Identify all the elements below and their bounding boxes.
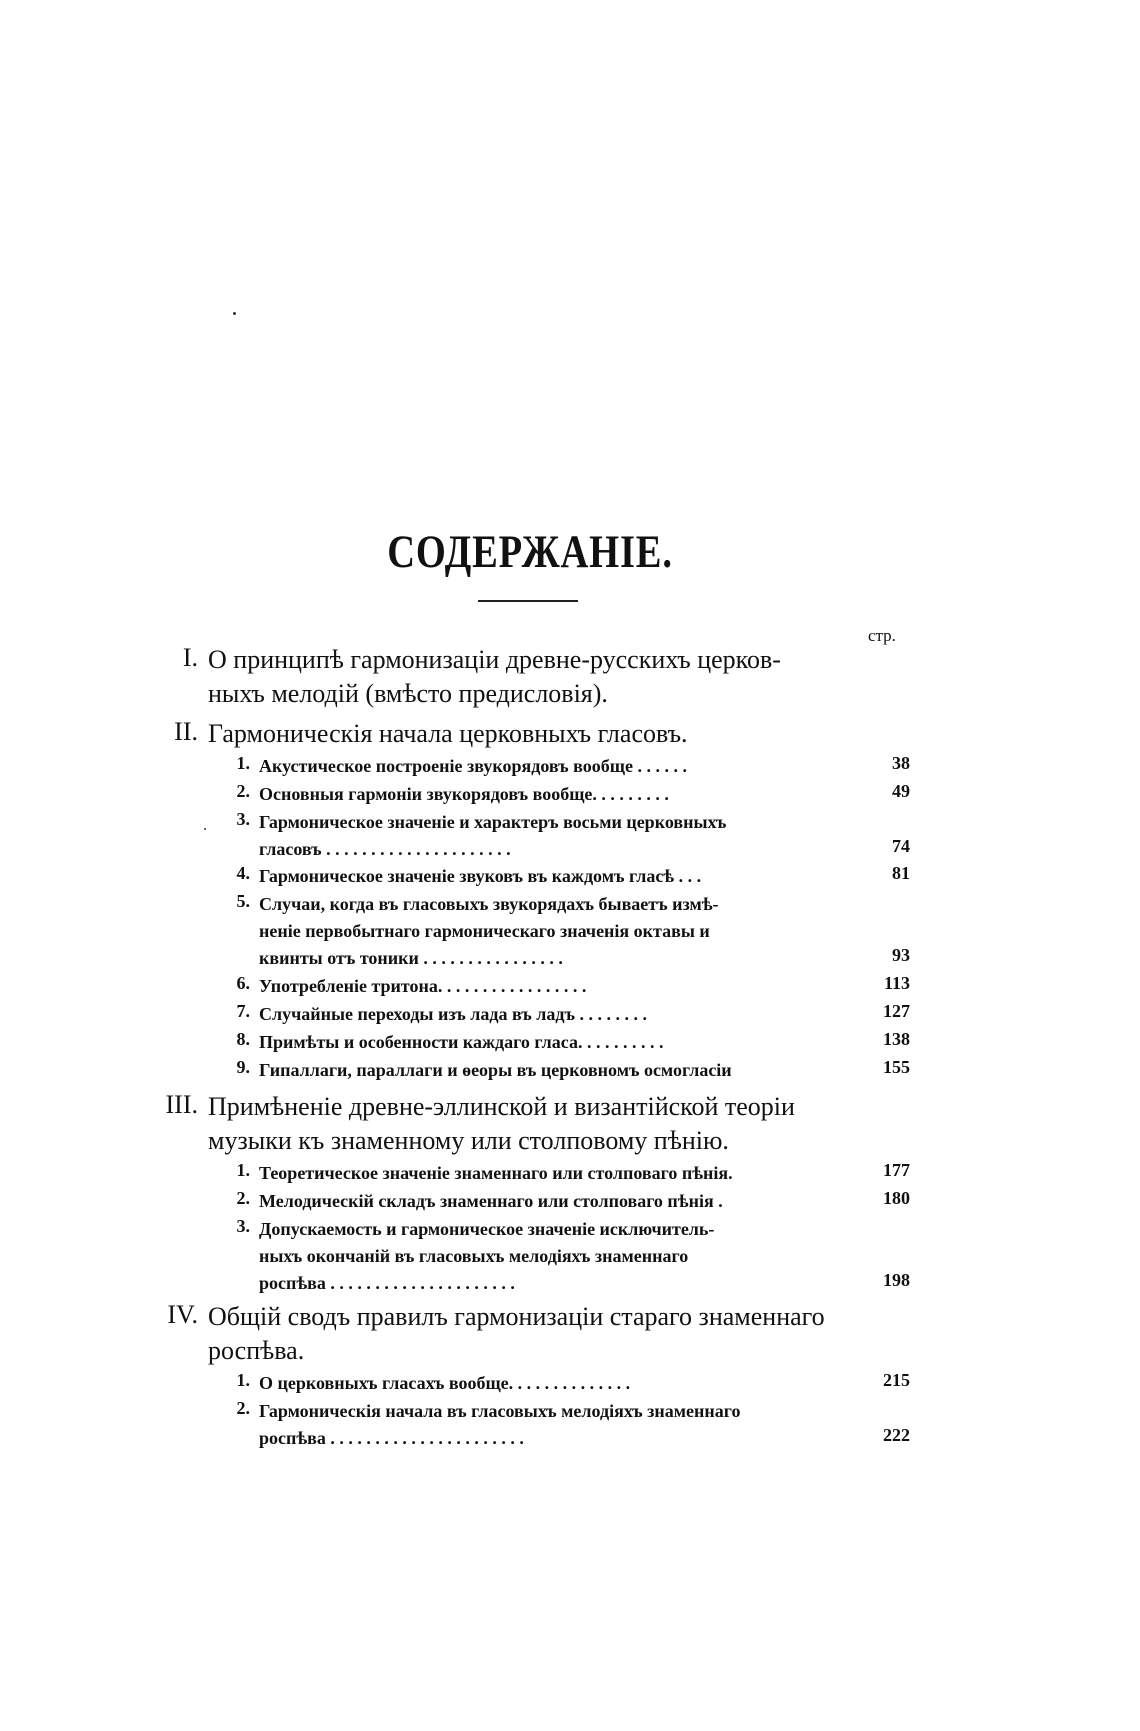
section-number: IV. <box>167 1300 198 1329</box>
entry-text: квинты отъ тоники . . . . . . . . . . . . . . . . <box>259 948 563 968</box>
entry-text: роспѣва . . . . . . . . . . . . . . . . . . . . . . <box>259 1428 524 1448</box>
page-title: СОДЕРЖАНІЕ. <box>387 526 673 578</box>
entry-number: 1. <box>236 1370 250 1390</box>
section-number: II. <box>174 717 198 746</box>
entry-number: 9. <box>236 1057 250 1077</box>
section-title-line: Общій сводъ правилъ гармонизаціи стараго знаменнаго <box>208 1302 825 1331</box>
section-title-line: О принципѣ гармонизаціи древне-русскихъ церков- <box>208 645 781 674</box>
scan-speck <box>233 312 236 315</box>
scan-speck <box>204 828 206 830</box>
entry-number: 8. <box>236 1029 250 1049</box>
page-column-label: стр. <box>868 626 896 645</box>
entry-number: 4. <box>236 863 250 883</box>
entry-page: 127 <box>883 1001 910 1021</box>
entry-text: роспѣва . . . . . . . . . . . . . . . . . . . . . <box>259 1273 515 1293</box>
entry-text: Акустическое построеніе звукорядовъ вообще . . . . . . <box>259 756 687 776</box>
entry-number: 1. <box>236 1160 250 1180</box>
entry-text: Допускаемость и гармоническое значеніе исключитель- <box>259 1219 715 1239</box>
entry-page: 38 <box>892 753 910 773</box>
title-rule <box>478 600 578 602</box>
entry-page: 215 <box>883 1370 910 1390</box>
entry-number: 3. <box>236 809 250 829</box>
entry-text: Мелодическій складъ знаменнаго или столповаго пѣнія . <box>259 1191 723 1211</box>
entry-text: Гипаллаги, параллаги и ѳеоры въ церковномъ осмогласіи <box>259 1060 732 1080</box>
entry-text: Теоретическое значеніе знаменнаго или столповаго пѣнія. <box>259 1163 733 1183</box>
section-number: III. <box>165 1090 198 1119</box>
entry-number: 3. <box>236 1216 250 1236</box>
section-title-line: ныхъ мелодій (вмѣсто предисловія). <box>208 679 608 708</box>
entry-number: 2. <box>236 1188 250 1208</box>
entry-number: 7. <box>236 1001 250 1021</box>
entry-text: неніе первобытнаго гармоническаго значенія октавы и <box>259 921 710 941</box>
entry-page: 177 <box>883 1160 910 1180</box>
entry-page: 198 <box>883 1270 910 1290</box>
entry-number: 1. <box>236 753 250 773</box>
entry-number: 6. <box>236 973 250 993</box>
entry-text: Гармоническія начала въ гласовыхъ мелодіяхъ знаменнаго <box>259 1401 741 1421</box>
entry-text: Гармоническое значеніе и характеръ восьми церковныхъ <box>259 812 727 832</box>
section-title-line: Примѣненіе древне-эллинской и византійской теоріи <box>208 1092 795 1121</box>
entry-text: ныхъ окончаній въ гласовыхъ мелодіяхъ знаменнаго <box>259 1246 689 1266</box>
entry-page: 81 <box>892 863 910 883</box>
entry-number: 2. <box>236 1398 250 1418</box>
entry-number: 2. <box>236 781 250 801</box>
entry-text: Случайные переходы изъ лада въ ладъ . . . . . . . . <box>259 1004 647 1024</box>
section-number: I. <box>182 643 198 672</box>
entry-page: 113 <box>883 973 910 993</box>
entry-text: Основныя гармоніи звукорядовъ вообще. . . . . . . . . <box>259 784 669 804</box>
entry-text: Гармоническое значеніе звуковъ въ каждомъ гласѣ . . . <box>259 866 702 886</box>
entry-page: 74 <box>892 836 910 856</box>
entry-page: 138 <box>883 1029 910 1049</box>
entry-page: 155 <box>883 1057 910 1077</box>
entry-text: гласовъ . . . . . . . . . . . . . . . . . . . . . <box>259 839 511 859</box>
entry-page: 222 <box>883 1425 910 1445</box>
entry-page: 49 <box>892 781 910 801</box>
entry-text: Употребленіе тритона. . . . . . . . . . . . . . . . . <box>259 976 587 996</box>
entry-text: Примѣты и особенности каждаго гласа. . . . . . . . . . <box>259 1032 664 1052</box>
section-title-line: роспѣва. <box>208 1336 305 1365</box>
entry-number: 5. <box>236 891 250 911</box>
entry-text: О церковныхъ гласахъ вообще. . . . . . . . . . . . . . <box>259 1373 631 1393</box>
entry-page: 180 <box>883 1188 910 1208</box>
section-title-line: Гармоническія начала церковныхъ гласовъ. <box>208 719 688 748</box>
entry-text: Случаи, когда въ гласовыхъ звукорядахъ бываетъ измѣ- <box>259 894 719 914</box>
section-title-line: музыки къ знаменному или столповому пѣнію. <box>208 1126 729 1155</box>
entry-page: 93 <box>892 945 910 965</box>
